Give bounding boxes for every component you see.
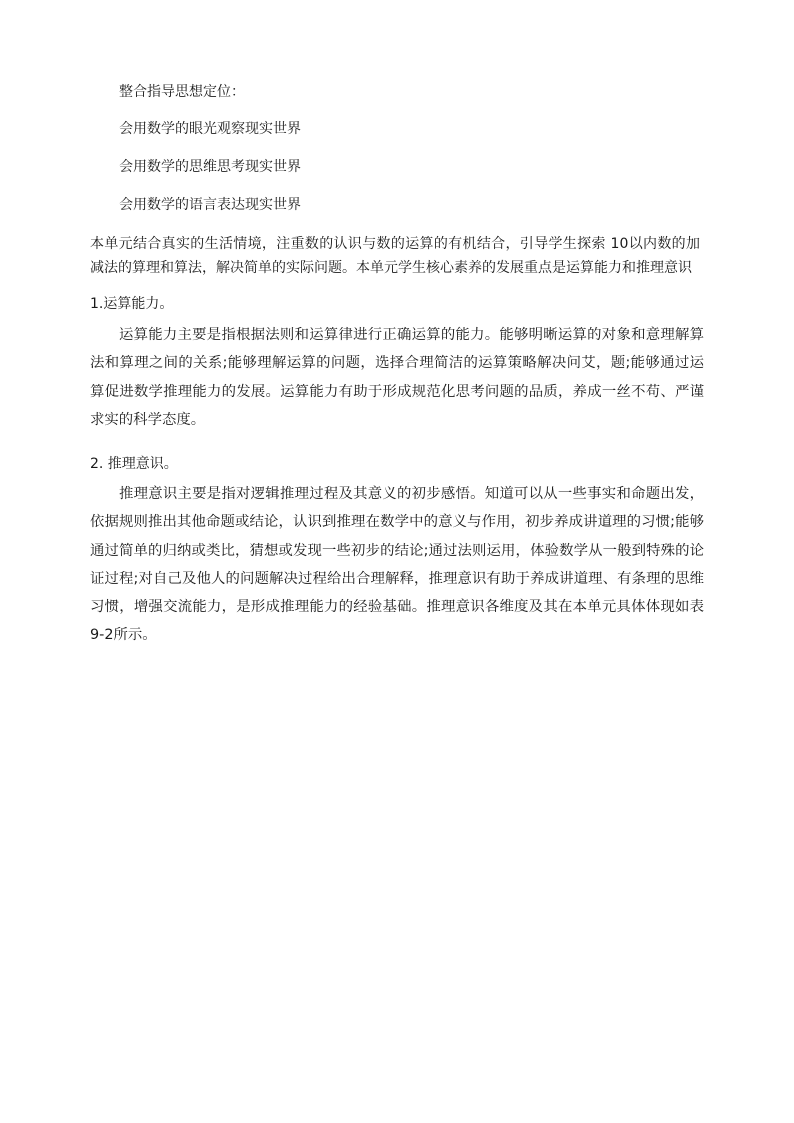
- unit-intro-paragraph: 本单元结合真实的生活情境，注重数的认识与数的运算的有机结合，引导学生探索 10以内数的加减法的算理和算法，解决简单的实际问题。本单元学生核心素养的发展重点是运算能力和推理意识: [90, 236, 700, 276]
- section-body-operation: 运算能力主要是指根据法则和运算律进行正确运算的能力。能够明晰运算的对象和意理解算法和算理之间的关系;能够理解运算的问题，选择合理简洁的运算策略解决问艾，题;能够通过运算促进数学推理能力的发展。运算能力有助于形成规范化思考问题的品质，养成一丝不苟、严谨求实的科学态度。: [90, 327, 704, 428]
- section-heading-reasoning: 2. 推理意识。: [90, 456, 178, 472]
- guiding-item-express: 会用数学的语言表达现实世界: [119, 197, 301, 213]
- section-body-reasoning: 推理意识主要是指对逻辑推理过程及其意义的初步感悟。知道可以从一些事实和命题出发，依据规则推出其他命题或结论，认识到推理在数学中的意义与作用，初步养成讲道理的习惯;能够通过简单的归纳或类比，猜想或发现一些初步的结论;通过法则运用，体验数学从一般到特殊的论证过程;对自己及他人的问题解决过程给出合理解释，推理意识有助于养成讲道理、有条理的思维习惯，增强交流能力，是形成推理能力的经验基础。推理意识各维度及其在本单元具体体现如表 9-2所示。: [90, 486, 704, 644]
- guiding-title: 整合指导思想定位：: [119, 84, 245, 100]
- section-heading-operation: 1.运算能力。: [90, 296, 174, 312]
- guiding-item-observe: 会用数学的眼光观察现实世界: [119, 121, 301, 137]
- guiding-item-think: 会用数学的思维思考现实世界: [119, 159, 301, 175]
